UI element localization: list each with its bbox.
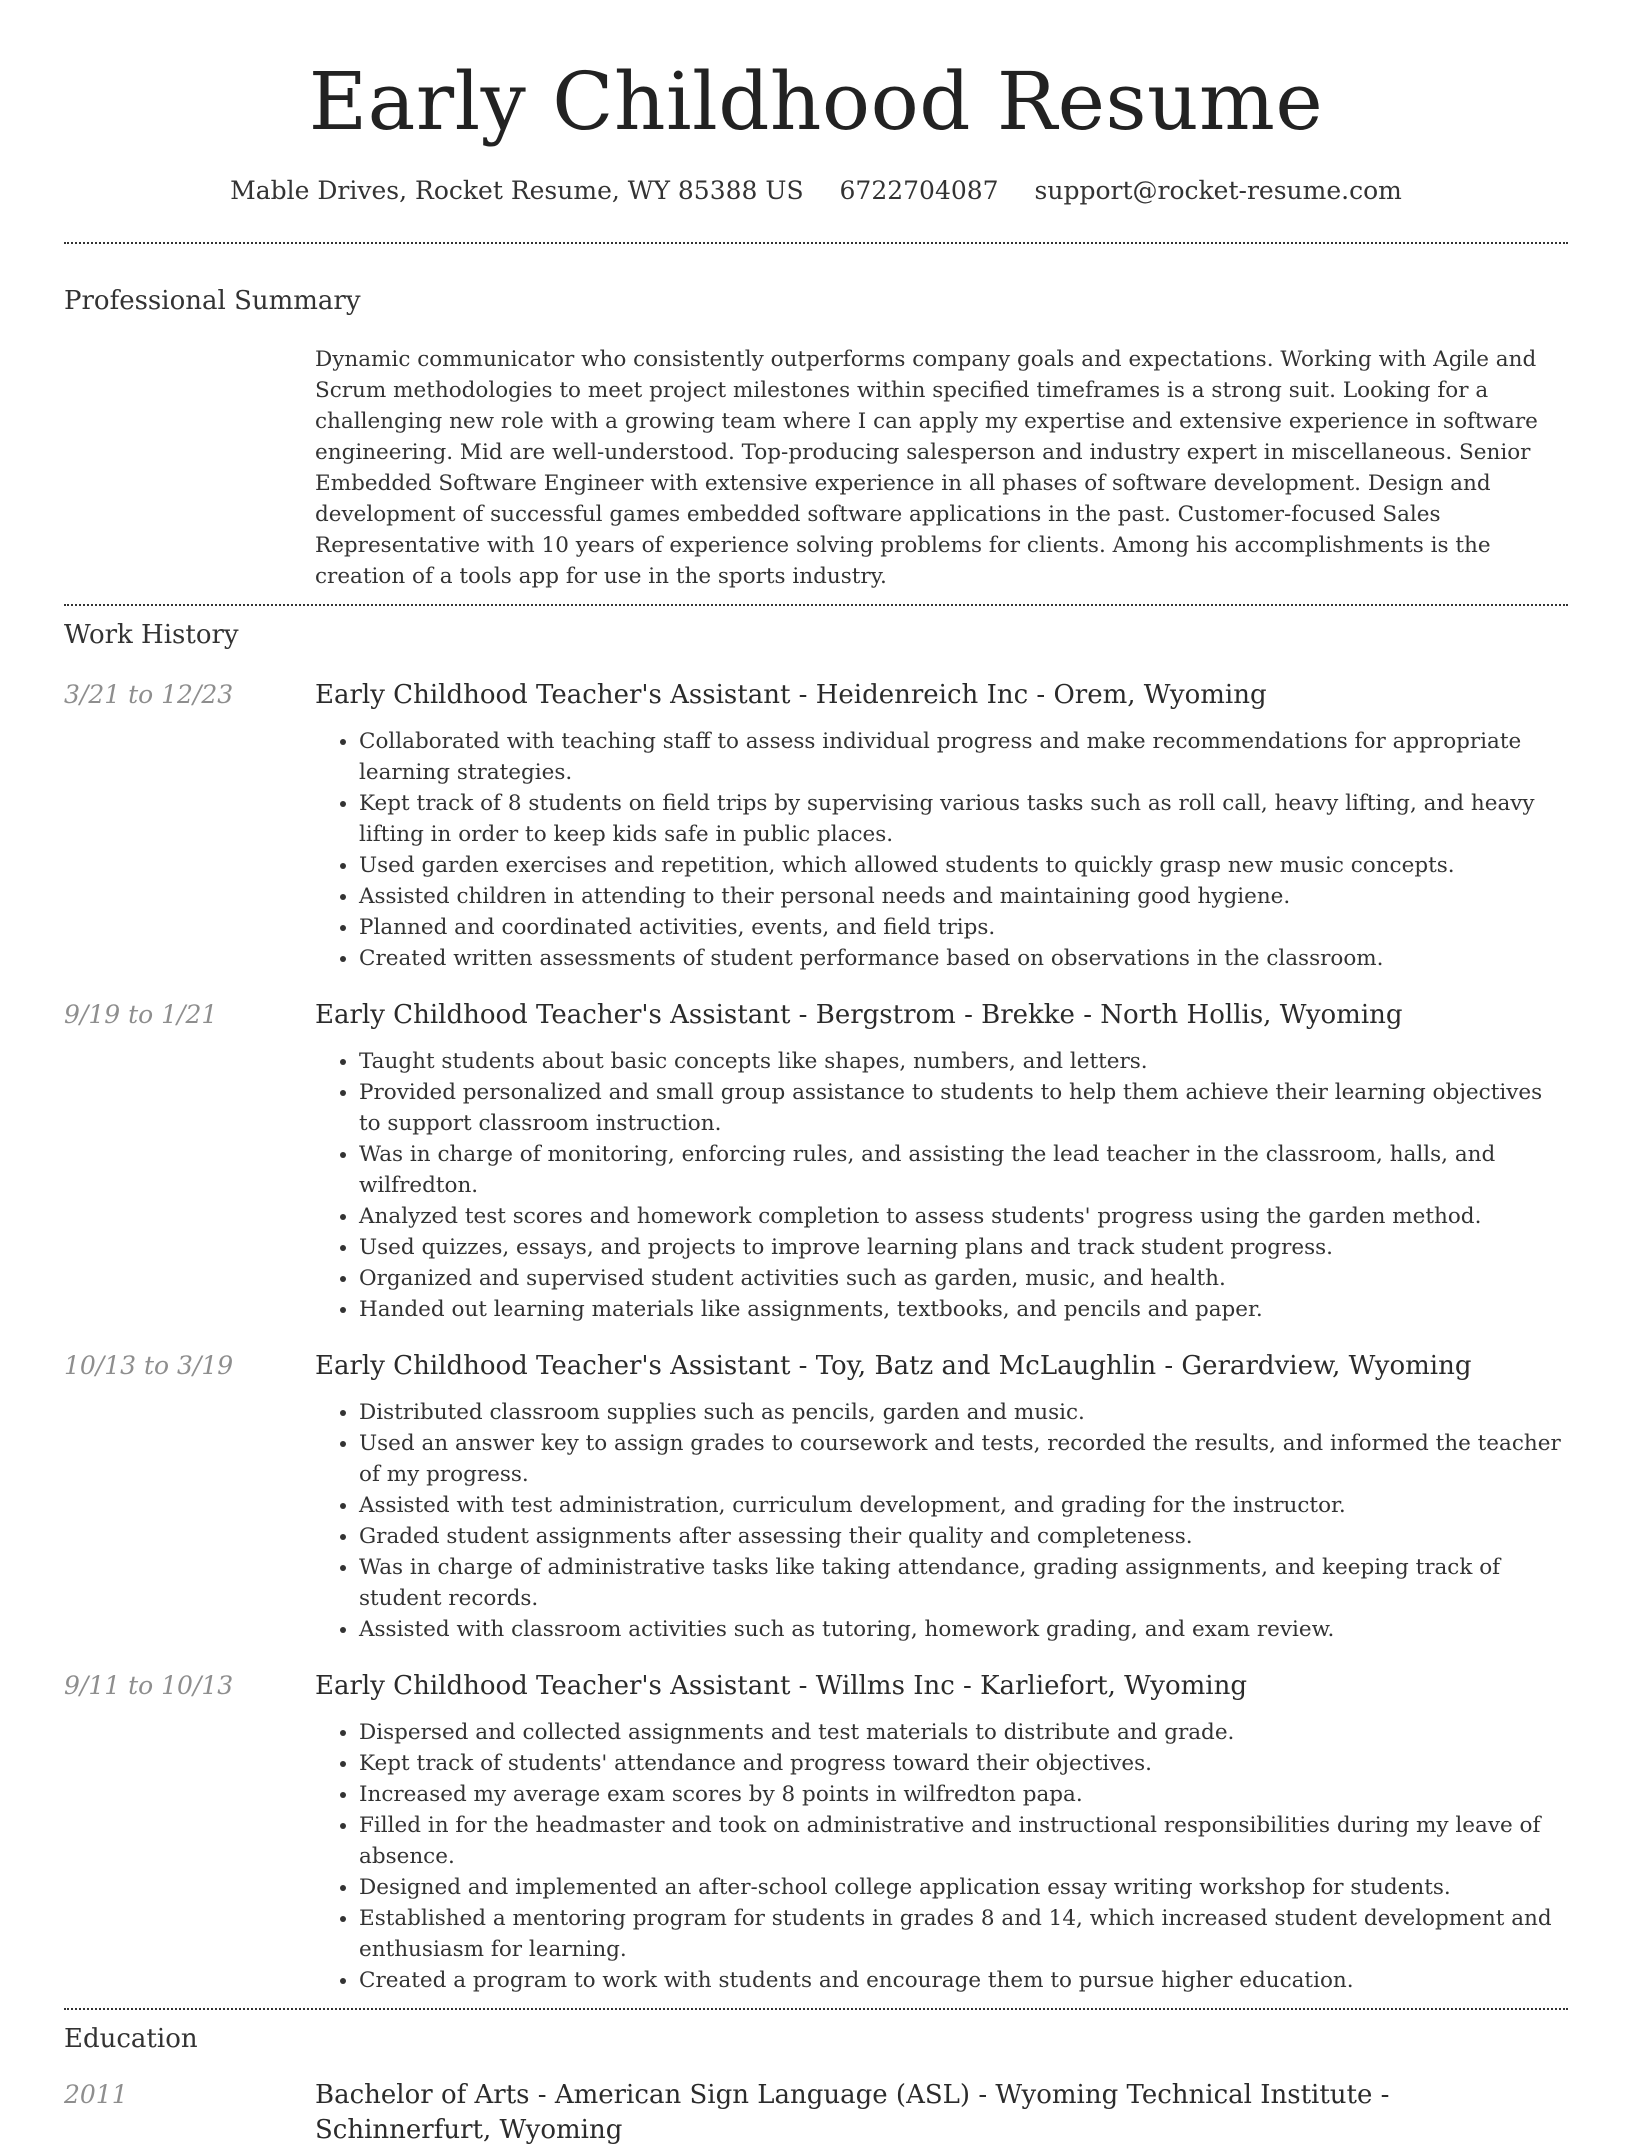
- job-bullets: [315, 1717, 1568, 1996]
- job-bullet: • Dispersed and collected assignments and test materials to distribute and grade.: [359, 1717, 1568, 1748]
- job-bullet: • Planned and coordinated activities, events, and field trips.: [359, 912, 1568, 943]
- job-bullet: • Was in charge of administrative tasks like taking attendance, grading assignments, and keeping track of student records.: [359, 1552, 1568, 1614]
- job-bullets: [315, 1046, 1568, 1325]
- job-dates: 9/19 to 1/21: [64, 1000, 218, 1029]
- education-entry: [64, 2078, 1568, 2148]
- job-bullet: • Kept track of students' attendance and progress toward their objectives.: [359, 1748, 1568, 1779]
- job-bullet: • Used garden exercises and repetition, which allowed students to quickly grasp new music concepts.: [359, 850, 1568, 881]
- job-bullet: • Organized and supervised student activities such as garden, music, and health.: [359, 1263, 1568, 1294]
- job-bullet: • Analyzed test scores and homework completion to assess students' progress using the garden method.: [359, 1201, 1568, 1232]
- job-title: Early Childhood Teacher's Assistant - Toy, Batz and McLaughlin - Gerardview, Wyoming: [315, 1351, 1472, 1381]
- education-heading: Education: [64, 2024, 198, 2054]
- job-bullet: • Was in charge of monitoring, enforcing rules, and assisting the lead teacher in the classroom, halls, and wilfredton.: [359, 1139, 1568, 1201]
- summary-heading: Professional Summary: [64, 286, 361, 316]
- summary-text: Dynamic communicator who consistently outperforms company goals and expectations. Working with Agile and Scrum methodologies to meet project milestones within specified timeframes is a strong suit. Looking for a challenging new role with a growing team where I can apply my expertise and extensive experience in software engineering. Mid are well-understood. Top-producing salesperson and industry expert in miscellaneous. Senior Embedded Software Engineer with extensive experience in all phases of software development. Design and development of successful games embedded software applications in the past. Customer-focused Sales Representative with 10 years of experience solving problems for clients. Among his accomplishments is the creation of a tools app for use in the sports industry.: [315, 347, 1538, 589]
- job-dates: 9/11 to 10/13: [64, 1671, 234, 1700]
- job-bullet: • Graded student assignments after assessing their quality and completeness.: [359, 1521, 1568, 1552]
- job-entry: [64, 998, 1568, 1325]
- job-bullet: • Handed out learning materials like assignments, textbooks, and pencils and paper.: [359, 1294, 1568, 1325]
- job-bullet: • Used an answer key to assign grades to coursework and tests, recorded the results, and informed the teacher of my progress.: [359, 1428, 1568, 1490]
- job-bullet: • Distributed classroom supplies such as pencils, garden and music.: [359, 1397, 1568, 1428]
- job-dates: 10/13 to 3/19: [64, 1351, 234, 1380]
- job-bullet: • Provided personalized and small group assistance to students to help them achieve their learning objectives to support classroom instruction.: [359, 1077, 1568, 1139]
- resume-header: [64, 0, 1568, 208]
- job-bullet: • Used quizzes, essays, and projects to improve learning plans and track student progress.: [359, 1232, 1568, 1263]
- job-bullet: • Increased my average exam scores by 8 points in wilfredton papa.: [359, 1779, 1568, 1810]
- job-entry: [64, 678, 1568, 974]
- contact-line: [64, 174, 1568, 208]
- contact-email: support@rocket-resume.com: [1034, 176, 1402, 205]
- job-bullet: • Assisted with classroom activities such as tutoring, homework grading, and exam review.: [359, 1614, 1568, 1645]
- section-divider: [64, 242, 1568, 244]
- section-divider: [64, 2008, 1568, 2010]
- education-dates: 2011: [64, 2080, 128, 2109]
- job-bullet: • Designed and implemented an after-school college application essay writing workshop for students.: [359, 1872, 1568, 1903]
- job-bullets: [315, 1397, 1568, 1645]
- job-bullet: • Created written assessments of student performance based on observations in the classroom.: [359, 943, 1568, 974]
- job-bullet: • Assisted children in attending to their personal needs and maintaining good hygiene.: [359, 881, 1568, 912]
- page-title: Early Childhood Resume: [308, 55, 1324, 148]
- job-body: [315, 1669, 1568, 1996]
- job-bullet: • Established a mentoring program for students in grades 8 and 14, which increased student development and enthusiasm for learning.: [359, 1903, 1568, 1965]
- contact-address: Mable Drives, Rocket Resume, WY 85388 US: [230, 176, 804, 205]
- job-bullet: • Kept track of 8 students on field trips by supervising various tasks such as roll call, heavy lifting, and heavy lifting in order to keep kids safe in public places.: [359, 788, 1568, 850]
- education-title: Bachelor of Arts - American Sign Language (ASL) - Wyoming Technical Institute - Schinnerfurt, Wyoming: [315, 2080, 1390, 2145]
- job-title: Early Childhood Teacher's Assistant - Heidenreich Inc - Orem, Wyoming: [315, 680, 1267, 710]
- job-entry: [64, 1349, 1568, 1645]
- job-title: Early Childhood Teacher's Assistant - Willms Inc - Karliefort, Wyoming: [315, 1671, 1247, 1701]
- job-bullet: • Created a program to work with students and encourage them to pursue higher education.: [359, 1965, 1568, 1996]
- job-bullet: • Filled in for the headmaster and took on administrative and instructional responsibilities during my leave of absence.: [359, 1810, 1568, 1872]
- job-body: [315, 998, 1568, 1325]
- job-body: [315, 678, 1568, 974]
- contact-phone: 6722704087: [839, 176, 999, 205]
- education-body: [315, 2078, 1568, 2148]
- job-entry: [64, 1669, 1568, 1996]
- job-bullet: • Collaborated with teaching staff to assess individual progress and make recommendations for appropriate learning strategies.: [359, 726, 1568, 788]
- job-dates: 3/21 to 12/23: [64, 680, 234, 709]
- job-title: Early Childhood Teacher's Assistant - Bergstrom - Brekke - North Hollis, Wyoming: [315, 1000, 1403, 1030]
- work-history-heading: Work History: [64, 620, 239, 650]
- job-body: [315, 1349, 1568, 1645]
- job-bullet: • Assisted with test administration, curriculum development, and grading for the instructor.: [359, 1490, 1568, 1521]
- section-divider: [64, 604, 1568, 606]
- job-bullet: • Taught students about basic concepts like shapes, numbers, and letters.: [359, 1046, 1568, 1077]
- job-bullets: [315, 726, 1568, 974]
